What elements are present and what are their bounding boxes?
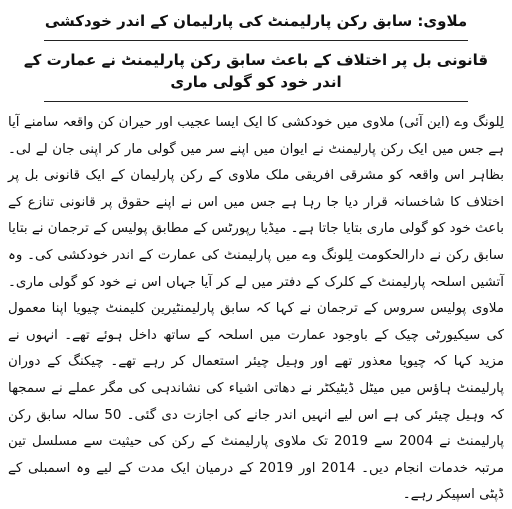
subheadline-divider [44,101,468,102]
headline-divider [44,40,468,41]
article-subheadline: قانونی بل پر اختلاف کے باعث سابق رکن پارلیمنٹ نے عمارت کے اندر خود کو گولی ماری [23,51,489,91]
article-headline: ملاوی: سابق رکن پارلیمنٹ کی پارلیمان کے اندر خودکشی [44,12,468,30]
article-body: لِلونگ وے (این آئی) ملاوی میں خودکشی کا ایک ایسا عجیب اور حیران کن واقعہ سامنے آیا ہے جس میں ایک رکن پارلیمنٹ نے ایوان میں اپنے سر میں گولی مار کر اپنی جان لے لی۔ بظاہر اس واقعہ کو مشرقی افریقی ملک ملاوی کے رکن پارلیمان کے ایک قانونی بل پر اختلاف کا شاخسانہ قرار دیا جا رہا ہے جس میں اس نے اپنے حقوق پر قانونی تنازع کے باعث خود کو گولی ماری بتایا جاتا ہے۔ میڈیا رپورٹس کے مطابق پولیس کے ترجمان نے بتایا سابق رکن نے دارالحکومت لِلونگ وے میں پارلیمنٹ کی عمارت کے اندر خودکشی کی۔ وہ آتشیں اسلحہ پارلیمنٹ کے کلرک کے دفتر میں لے کر آیا جہاں اس نے خود کو گولی ماری۔ ملاوی پولیس سروس کے ترجمان نے کہا کہ سابق پارلیمنٹیرین کلیمنٹ چیویا اپنا معمول کی سیکیورٹی چیک کے باوجود عمارت میں اسلحہ کے ساتھ داخل ہوئے تھے۔ انہوں نے مزید کہا کہ چیویا معذور تھے اور وہیل چیئر استعمال کر رہے تھے۔ چیکنگ کے دوران پارلیمنٹ ہاؤس میں میٹل ڈیٹیکٹر نے دھاتی اشیاء کی نشاندہی کی مگر عملے نے سمجھا کہ وہیل چیئر کی ہے اس لیے انہیں اندر جانے کی اجازت دی گئی۔ 50 سالہ سابق رکن پارلیمنٹ نے 2004 سے 2019 تک ملاوی پارلیمنٹ کے رکن کی حیثیت سے مسلسل تین مرتبہ خدمات انجام دیں۔ 2014 اور 2019 کے درمیان ایک مدت کے لیے وہ اسمبلی کے ڈپٹی اسپیکر رہے۔ [8,115,504,503]
